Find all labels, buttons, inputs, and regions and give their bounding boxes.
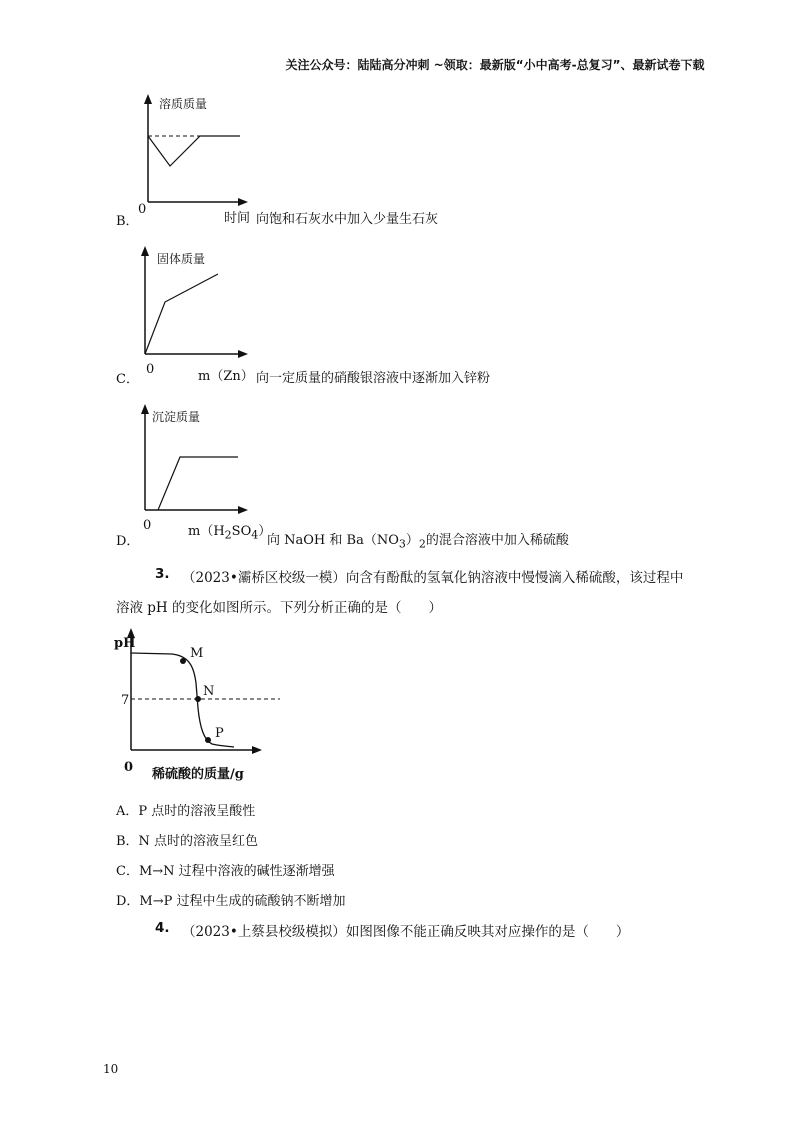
q3-option-b: B．N 点时的溶液呈红色 xyxy=(116,834,259,849)
q3-number: 3. xyxy=(155,566,170,582)
q3-line2: 溶液 pH 的变化如图所示。下列分析正确的是（ ） xyxy=(116,600,442,616)
graph-d-xlabel-sub2: 4 xyxy=(251,528,259,542)
point-n xyxy=(195,696,201,702)
option-b-desc: 向饱和石灰水中加入少量生石灰 xyxy=(256,212,439,227)
page-number: 10 xyxy=(103,1062,119,1076)
graph-d-xlabel-pre: m（H xyxy=(188,524,225,539)
graph-d-origin: 0 xyxy=(143,518,152,533)
graph-d-ylabel: 沉淀质量 xyxy=(152,410,201,424)
option-d-letter: D． xyxy=(116,534,140,549)
graph-b-origin: 0 xyxy=(138,202,147,217)
option-d-desc-sub2: 2 xyxy=(418,537,426,551)
q3-option-a: A．P 点时的溶液呈酸性 xyxy=(116,804,256,819)
ph-chart-tick-7: 7 xyxy=(121,693,130,708)
option-d-desc xyxy=(267,529,569,551)
ph-chart-label-m: M xyxy=(190,646,204,661)
ph-chart-label-p: P xyxy=(215,726,224,741)
graph-d-xlabel-sub1: 2 xyxy=(224,528,232,542)
graph-d-xlabel-mid: SO xyxy=(231,524,252,539)
graph-b-ylabel: 溶质质量 xyxy=(159,97,208,111)
ph-chart-origin: 0 xyxy=(124,760,134,775)
point-p xyxy=(205,737,211,743)
option-d-desc-post: ） xyxy=(405,533,419,548)
ph-chart-ylabel: pH xyxy=(114,636,136,651)
q4-line1: （2023•上蔡县校级模拟）如图图像不能正确反映其对应操作的是（ ） xyxy=(182,924,630,940)
option-b-letter: B． xyxy=(116,214,139,229)
option-c-desc: 向一定质量的硝酸银溶液中逐渐加入锌粉 xyxy=(256,371,491,386)
point-m xyxy=(180,658,186,664)
graph-c-ylabel: 固体质量 xyxy=(157,252,206,266)
graph-d-xlabel xyxy=(188,520,271,542)
graph-c-xlabel: m（Zn） xyxy=(198,369,254,384)
ph-chart-xlabel: 稀硫酸的质量/g xyxy=(152,767,244,782)
q3-option-d: D．M→P 过程中生成的硫酸钠不断增加 xyxy=(116,894,346,909)
q4-number: 4. xyxy=(155,920,170,936)
option-d-desc-end: 的混合溶液中加入稀硫酸 xyxy=(425,533,569,548)
q3-option-c: C．M→N 过程中溶液的碱性逐渐增强 xyxy=(116,864,335,879)
q3-line1: （2023•灞桥区校级一模）向含有酚酞的氢氧化钠溶液中慢慢滴入稀硫酸，该过程中 xyxy=(182,570,684,586)
option-d-desc-pre: 向 NaOH 和 Ba（NO xyxy=(267,533,399,548)
page-header: 关注公众号：陆陆高分冲刺 ~领取：最新版“小中高考-总复习”、最新试卷下载 xyxy=(285,58,705,72)
ph-chart-label-n: N xyxy=(203,684,215,699)
graph-d-xlabel-post: ） xyxy=(258,524,272,539)
option-d-desc-sub: 3 xyxy=(398,537,406,551)
graph-c-origin: 0 xyxy=(146,362,155,377)
graph-b-xlabel: 时间 xyxy=(224,211,251,226)
option-c-letter: C． xyxy=(116,372,139,387)
